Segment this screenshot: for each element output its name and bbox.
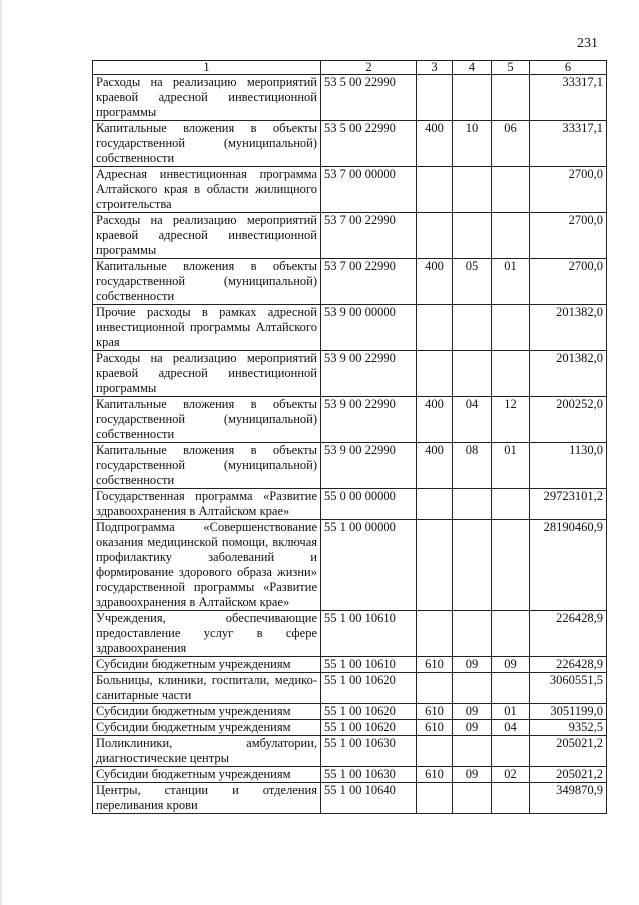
table-row bbox=[93, 305, 607, 351]
table-row bbox=[93, 673, 607, 704]
subsection-cell bbox=[492, 611, 530, 657]
item-name-cell: Расходы на реализацию мероприятий краевой адресной инвестиционной программы bbox=[93, 213, 321, 259]
amount-cell: 9352,5 bbox=[530, 720, 607, 736]
expense-type-cell bbox=[417, 351, 453, 397]
target-code-cell: 53 7 00 22990 bbox=[321, 259, 417, 305]
target-code-cell: 55 1 00 10610 bbox=[321, 611, 417, 657]
expense-type-cell: 610 bbox=[417, 720, 453, 736]
item-name-cell: Субсидии бюджетным учреждениям bbox=[93, 704, 321, 720]
expense-type-cell bbox=[417, 520, 453, 611]
table-row bbox=[93, 259, 607, 305]
subsection-cell bbox=[492, 167, 530, 213]
item-name-cell: Больницы, клиники, госпитали, медико-санитарные части bbox=[93, 673, 321, 704]
col-header-2: 2 bbox=[321, 61, 417, 75]
subsection-cell bbox=[492, 305, 530, 351]
section-cell: 09 bbox=[453, 767, 492, 783]
amount-cell: 2700,0 bbox=[530, 167, 607, 213]
expense-type-cell: 610 bbox=[417, 704, 453, 720]
table-row bbox=[93, 213, 607, 259]
target-code-cell: 53 7 00 22990 bbox=[321, 213, 417, 259]
subsection-cell bbox=[492, 351, 530, 397]
item-name-cell: Капитальные вложения в объекты государственной (муниципальной) собственности bbox=[93, 397, 321, 443]
section-cell: 09 bbox=[453, 704, 492, 720]
item-name-cell: Субсидии бюджетным учреждениям bbox=[93, 767, 321, 783]
subsection-cell: 04 bbox=[492, 720, 530, 736]
table-row bbox=[93, 611, 607, 657]
target-code-cell: 55 1 00 10630 bbox=[321, 736, 417, 767]
expense-type-cell bbox=[417, 213, 453, 259]
table-row bbox=[93, 443, 607, 489]
subsection-cell bbox=[492, 75, 530, 121]
page-number: 231 bbox=[577, 36, 598, 51]
amount-cell: 349870,9 bbox=[530, 783, 607, 814]
subsection-cell bbox=[492, 213, 530, 259]
amount-cell: 3060551,5 bbox=[530, 673, 607, 704]
col-header-5: 5 bbox=[492, 61, 530, 75]
expense-type-cell: 400 bbox=[417, 397, 453, 443]
section-cell bbox=[453, 305, 492, 351]
target-code-cell: 53 5 00 22990 bbox=[321, 75, 417, 121]
target-code-cell: 55 1 00 10620 bbox=[321, 704, 417, 720]
table-row bbox=[93, 397, 607, 443]
expense-type-cell bbox=[417, 673, 453, 704]
item-name-cell: Учреждения, обеспечивающие предоставление услуг в сфере здравоохранения bbox=[93, 611, 321, 657]
subsection-cell bbox=[492, 736, 530, 767]
section-cell: 09 bbox=[453, 657, 492, 673]
item-name-cell: Адресная инвестиционная программа Алтайского края в области жилищного строительства bbox=[93, 167, 321, 213]
amount-cell: 201382,0 bbox=[530, 351, 607, 397]
col-header-3: 3 bbox=[417, 61, 453, 75]
table-row bbox=[93, 167, 607, 213]
table-row bbox=[93, 657, 607, 673]
amount-cell: 200252,0 bbox=[530, 397, 607, 443]
section-cell bbox=[453, 736, 492, 767]
amount-cell: 28190460,9 bbox=[530, 520, 607, 611]
item-name-cell: Капитальные вложения в объекты государственной (муниципальной) собственности bbox=[93, 443, 321, 489]
item-name-cell: Поликлиники, амбулатории, диагностические центры bbox=[93, 736, 321, 767]
expense-type-cell bbox=[417, 75, 453, 121]
amount-cell: 201382,0 bbox=[530, 305, 607, 351]
col-header-1: 1 bbox=[93, 61, 321, 75]
section-cell: 04 bbox=[453, 397, 492, 443]
expense-type-cell bbox=[417, 611, 453, 657]
target-code-cell: 53 9 00 22990 bbox=[321, 351, 417, 397]
target-code-cell: 53 5 00 22990 bbox=[321, 121, 417, 167]
expense-type-cell bbox=[417, 489, 453, 520]
target-code-cell: 55 1 00 10630 bbox=[321, 767, 417, 783]
table-row bbox=[93, 121, 607, 167]
amount-cell: 2700,0 bbox=[530, 259, 607, 305]
section-cell: 09 bbox=[453, 720, 492, 736]
target-code-cell: 55 1 00 10620 bbox=[321, 673, 417, 704]
table-row bbox=[93, 736, 607, 767]
expense-type-cell: 400 bbox=[417, 121, 453, 167]
amount-cell: 2700,0 bbox=[530, 213, 607, 259]
header-row bbox=[93, 61, 607, 75]
section-cell: 05 bbox=[453, 259, 492, 305]
subsection-cell: 06 bbox=[492, 121, 530, 167]
table-body bbox=[93, 75, 607, 814]
table-row bbox=[93, 520, 607, 611]
subsection-cell: 09 bbox=[492, 657, 530, 673]
subsection-cell bbox=[492, 783, 530, 814]
expense-type-cell: 610 bbox=[417, 767, 453, 783]
table-row bbox=[93, 351, 607, 397]
target-code-cell: 55 0 00 00000 bbox=[321, 489, 417, 520]
table-row bbox=[93, 783, 607, 814]
section-cell bbox=[453, 167, 492, 213]
subsection-cell: 02 bbox=[492, 767, 530, 783]
target-code-cell: 53 9 00 00000 bbox=[321, 305, 417, 351]
amount-cell: 33317,1 bbox=[530, 121, 607, 167]
subsection-cell bbox=[492, 489, 530, 520]
expense-type-cell: 610 bbox=[417, 657, 453, 673]
section-cell: 08 bbox=[453, 443, 492, 489]
item-name-cell: Подпрограмма «Совершенствование оказания медицинской помощи, включая профилактику заболеваний и формирование здорового образа жизни» государственной программы «Развитие здравоохранения в Алтайском крае» bbox=[93, 520, 321, 611]
col-header-6: 6 bbox=[530, 61, 607, 75]
item-name-cell: Прочие расходы в рамках адресной инвестиционной программы Алтайского края bbox=[93, 305, 321, 351]
expense-type-cell: 400 bbox=[417, 259, 453, 305]
subsection-cell bbox=[492, 520, 530, 611]
budget-table bbox=[92, 60, 607, 814]
amount-cell: 205021,2 bbox=[530, 736, 607, 767]
amount-cell: 1130,0 bbox=[530, 443, 607, 489]
item-name-cell: Расходы на реализацию мероприятий краевой адресной инвестиционной программы bbox=[93, 75, 321, 121]
table-row bbox=[93, 489, 607, 520]
item-name-cell: Капитальные вложения в объекты государственной (муниципальной) собственности bbox=[93, 121, 321, 167]
amount-cell: 226428,9 bbox=[530, 657, 607, 673]
target-code-cell: 55 1 00 00000 bbox=[321, 520, 417, 611]
section-cell bbox=[453, 520, 492, 611]
scan-edge bbox=[0, 0, 2, 905]
table-row bbox=[93, 704, 607, 720]
target-code-cell: 53 9 00 22990 bbox=[321, 443, 417, 489]
table-row bbox=[93, 767, 607, 783]
section-cell: 10 bbox=[453, 121, 492, 167]
section-cell bbox=[453, 213, 492, 259]
subsection-cell: 01 bbox=[492, 443, 530, 489]
amount-cell: 29723101,2 bbox=[530, 489, 607, 520]
item-name-cell: Расходы на реализацию мероприятий краевой адресной инвестиционной программы bbox=[93, 351, 321, 397]
table-row bbox=[93, 75, 607, 121]
section-cell bbox=[453, 75, 492, 121]
subsection-cell: 01 bbox=[492, 259, 530, 305]
section-cell bbox=[453, 673, 492, 704]
item-name-cell: Субсидии бюджетным учреждениям bbox=[93, 720, 321, 736]
section-cell bbox=[453, 489, 492, 520]
section-cell bbox=[453, 351, 492, 397]
subsection-cell bbox=[492, 673, 530, 704]
table-row bbox=[93, 720, 607, 736]
target-code-cell: 55 1 00 10640 bbox=[321, 783, 417, 814]
expense-type-cell: 400 bbox=[417, 443, 453, 489]
expense-type-cell bbox=[417, 167, 453, 213]
table-header bbox=[93, 61, 607, 75]
amount-cell: 205021,2 bbox=[530, 767, 607, 783]
amount-cell: 226428,9 bbox=[530, 611, 607, 657]
target-code-cell: 53 9 00 22990 bbox=[321, 397, 417, 443]
section-cell bbox=[453, 611, 492, 657]
col-header-4: 4 bbox=[453, 61, 492, 75]
item-name-cell: Капитальные вложения в объекты государственной (муниципальной) собственности bbox=[93, 259, 321, 305]
subsection-cell: 12 bbox=[492, 397, 530, 443]
target-code-cell: 55 1 00 10620 bbox=[321, 720, 417, 736]
subsection-cell: 01 bbox=[492, 704, 530, 720]
target-code-cell: 53 7 00 00000 bbox=[321, 167, 417, 213]
item-name-cell: Центры, станции и отделения переливания крови bbox=[93, 783, 321, 814]
item-name-cell: Государственная программа «Развитие здравоохранения в Алтайском крае» bbox=[93, 489, 321, 520]
amount-cell: 3051199,0 bbox=[530, 704, 607, 720]
item-name-cell: Субсидии бюджетным учреждениям bbox=[93, 657, 321, 673]
target-code-cell: 55 1 00 10610 bbox=[321, 657, 417, 673]
expense-type-cell bbox=[417, 736, 453, 767]
expense-type-cell bbox=[417, 305, 453, 351]
amount-cell: 33317,1 bbox=[530, 75, 607, 121]
expense-type-cell bbox=[417, 783, 453, 814]
section-cell bbox=[453, 783, 492, 814]
